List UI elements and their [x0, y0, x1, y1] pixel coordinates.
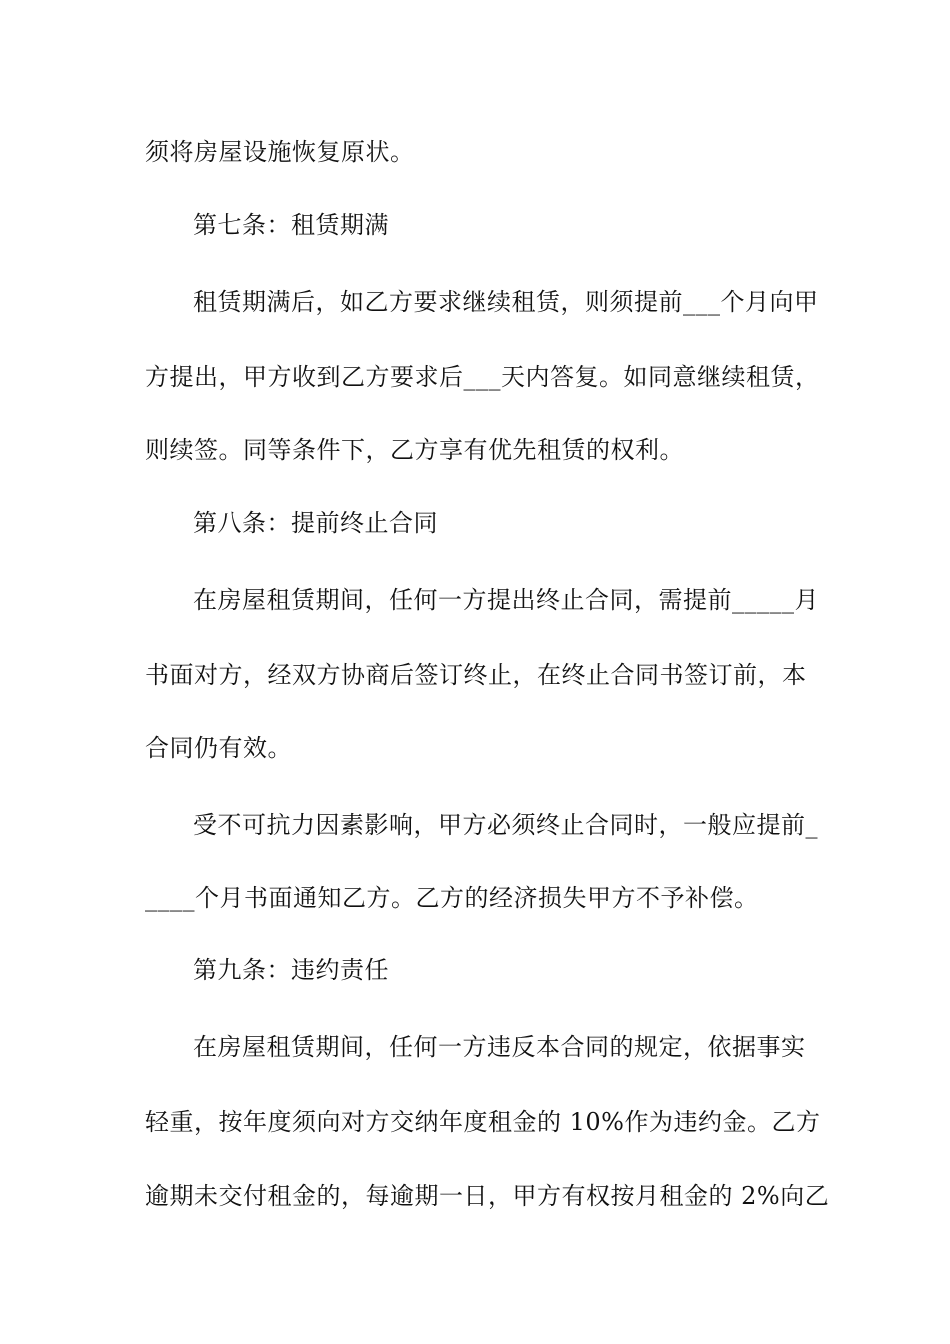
- text-line: 书面对方，经双方协商后签订终止，在终止合同书签订前，本: [145, 661, 807, 689]
- text-line: 则续签。同等条件下，乙方享有优先租赁的权利。: [145, 436, 684, 464]
- section-heading-8: 第八条：提前终止合同: [193, 509, 438, 537]
- text-line: 在房屋租赁期间，任何一方违反本合同的规定，依据事实: [193, 1033, 806, 1061]
- text-line: 须将房屋设施恢复原状。: [145, 138, 415, 166]
- section-heading-9: 第九条：违约责任: [193, 956, 389, 984]
- text-line: 租赁期满后，如乙方要求继续租赁，则须提前___个月向甲: [193, 288, 819, 316]
- text-line: ____个月书面通知乙方。乙方的经济损失甲方不予补偿。: [145, 884, 759, 912]
- text-line: 逾期未交付租金的，每逾期一日，甲方有权按月租金的 2%向乙: [145, 1182, 830, 1210]
- text-line: 在房屋租赁期间，任何一方提出终止合同，需提前_____月: [193, 586, 819, 614]
- text-line: 轻重，按年度须向对方交纳年度租金的 10%作为违约金。乙方: [145, 1108, 821, 1136]
- text-line: 合同仍有效。: [145, 734, 292, 762]
- text-line: 方提出，甲方收到乙方要求后___天内答复。如同意继续租赁，: [145, 363, 820, 391]
- text-line: 受不可抗力因素影响，甲方必须终止合同时，一般应提前_: [193, 811, 818, 839]
- section-heading-7: 第七条：租赁期满: [193, 211, 389, 239]
